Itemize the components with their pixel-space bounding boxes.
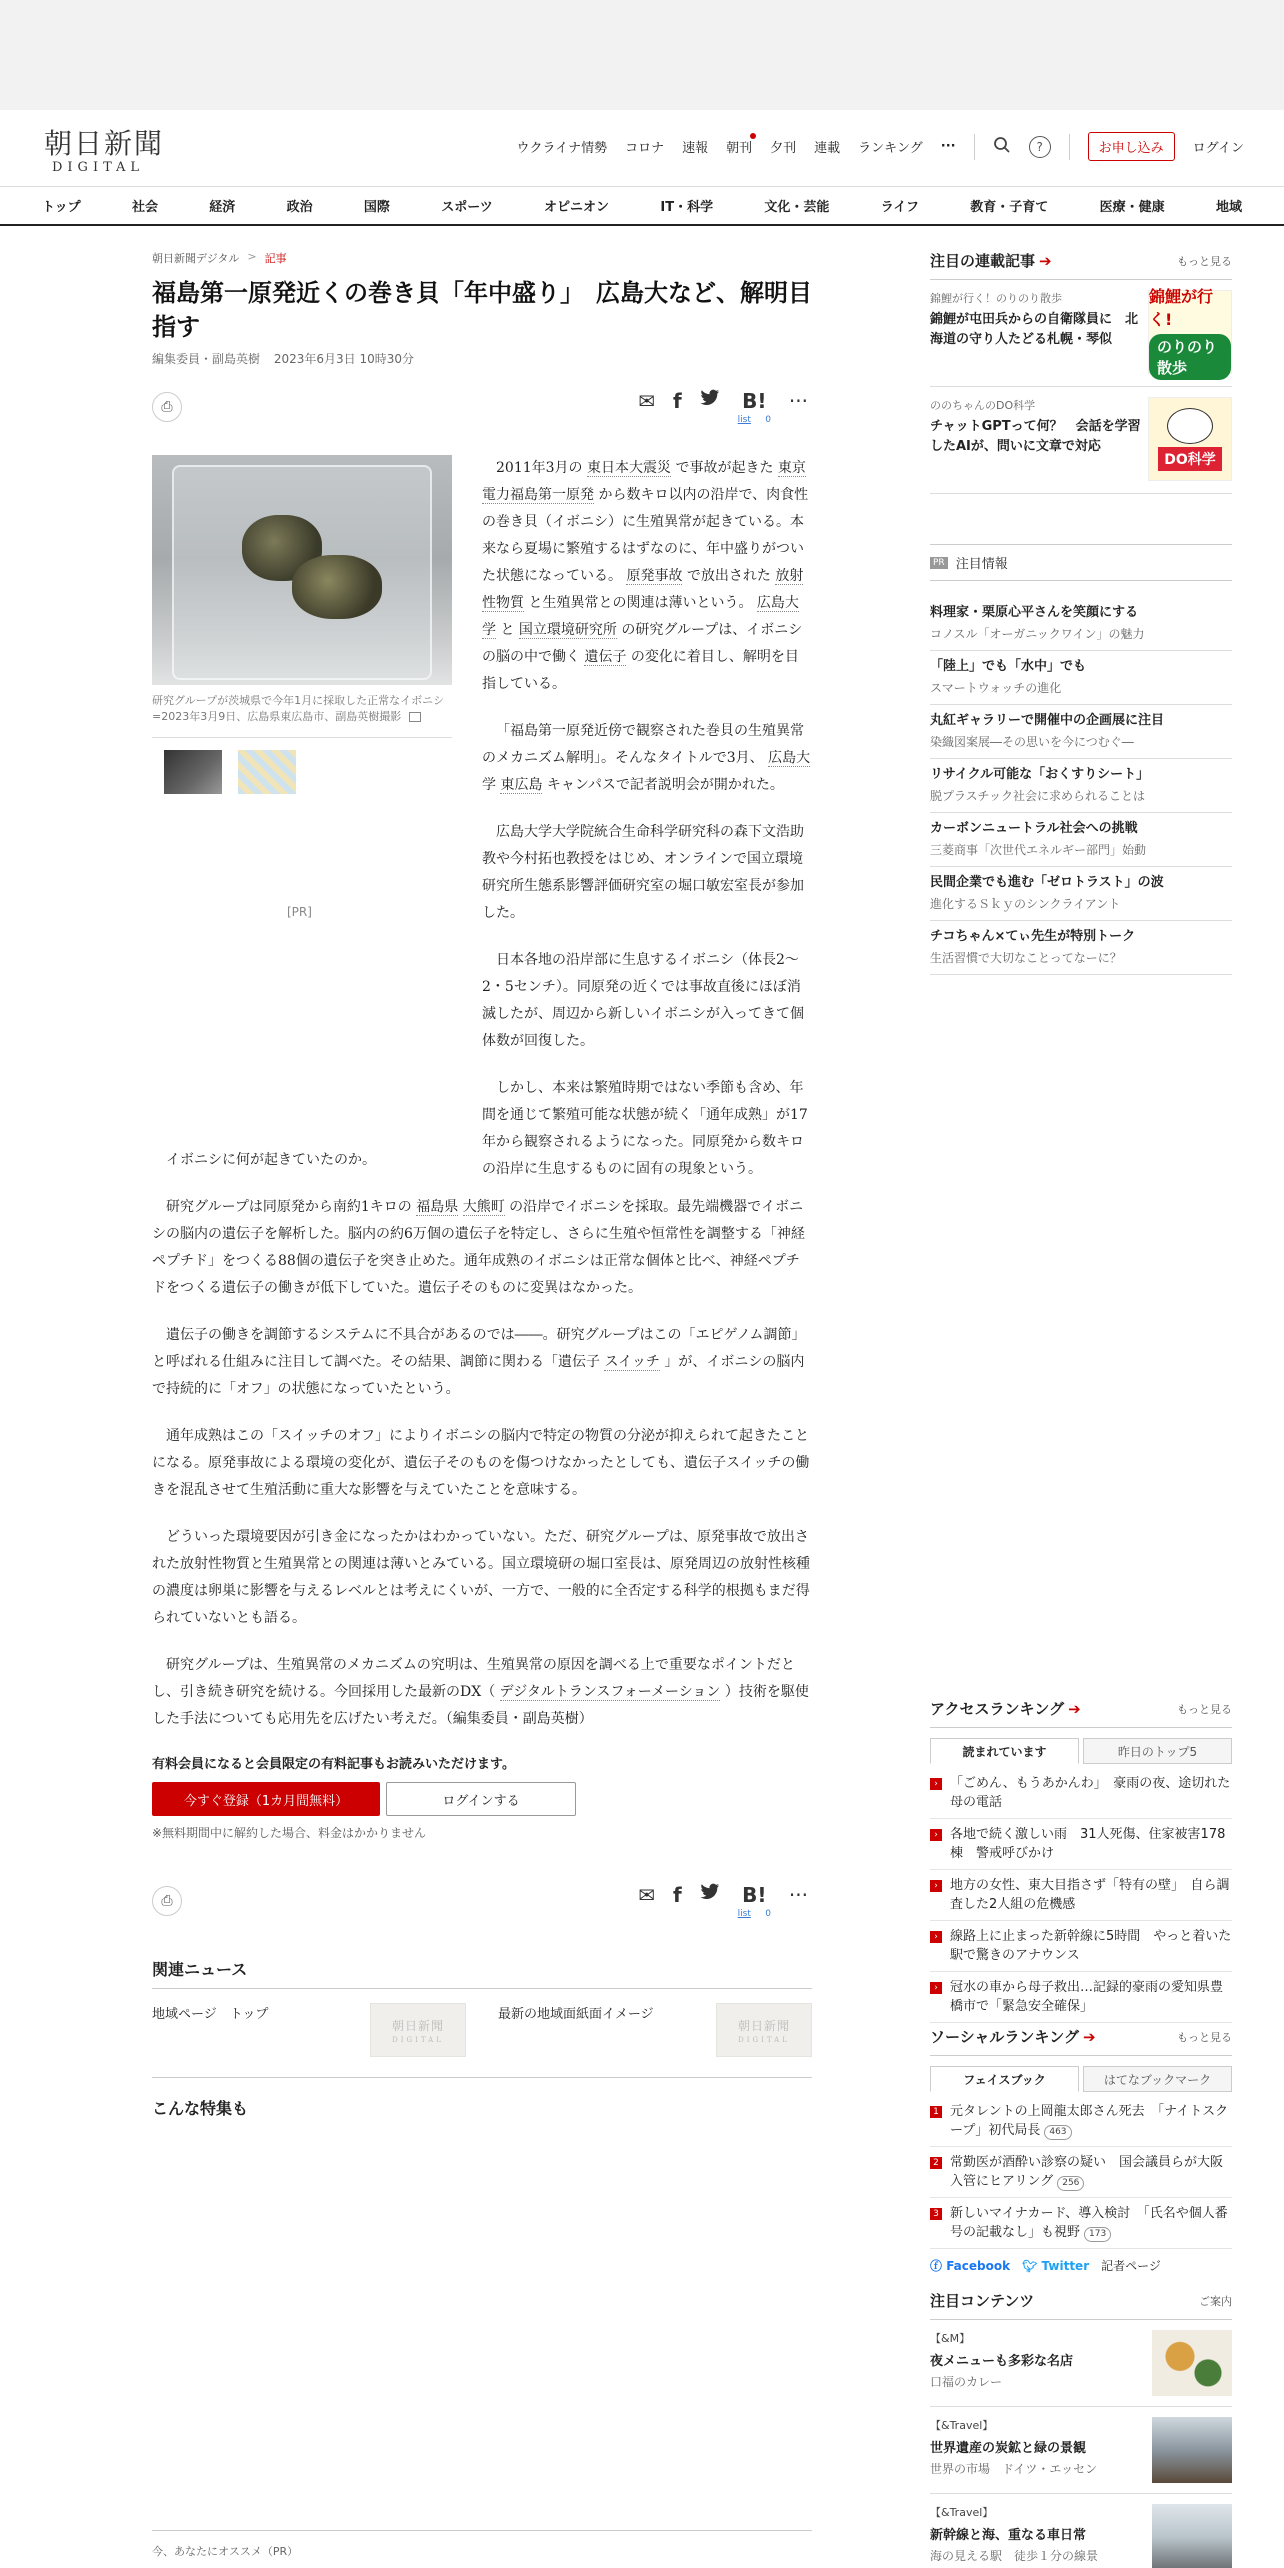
share-count: 463	[1044, 2125, 1071, 2140]
paragraph-4: 日本各地の沿岸部に生息するイボニシ（体長2～2・5センチ）。同原発の近くでは事故直後にほぼ消滅したが、周辺から新しいイボニシが入ってきて個体数が回復した。	[482, 952, 804, 1049]
hatena-count: 0	[765, 1909, 771, 1919]
author[interactable]: 編集委員・副島英樹	[152, 352, 261, 366]
pr-item[interactable]	[930, 597, 1232, 651]
featured-header	[930, 2290, 1232, 2320]
paywall	[152, 1753, 812, 1841]
media-column	[152, 455, 452, 794]
category-education[interactable]: 教育・子育て	[970, 200, 1049, 215]
text: 」が、イボニシの脳内で持続的に「オフ」の状態になっていたという。	[152, 1354, 805, 1397]
social-ranking-list	[930, 2096, 1232, 2249]
login-button[interactable]: ログインする	[386, 1782, 576, 1816]
share-icons	[638, 1883, 808, 1919]
featured-tag: 【&Travel】	[930, 2506, 994, 2519]
hatena-list-link[interactable]	[738, 415, 771, 425]
ranking-title: 「ごめん、もうあかんわ」 豪雨の夜、途切れた母の電話	[950, 1776, 1231, 1810]
reporter-page-link[interactable]: 記者ページ	[1101, 2259, 1161, 2273]
mail-icon[interactable]: ✉	[638, 389, 655, 413]
text: と	[500, 622, 515, 638]
keyword-link[interactable]: 福島県	[416, 1199, 459, 1215]
paywall-message: 有料会員になると会員限定の有料記事もお読みいただけます。	[152, 1757, 515, 1772]
category-culture[interactable]: 文化・芸能	[764, 200, 830, 215]
tab-yesterday-top5[interactable]: 昨日のトップ5	[1083, 1738, 1232, 1764]
tab-hatena[interactable]: はてなブックマーク	[1083, 2066, 1232, 2092]
featured-title: 新幹線と海、重なる車日常	[930, 2528, 1087, 2543]
text: と生殖異常との関連は薄いという。	[528, 595, 753, 611]
related-item-title: 地域ページ トップ	[152, 2007, 269, 2022]
arrow-right-icon: ➔	[1039, 252, 1052, 270]
featured-series	[930, 250, 1232, 494]
pr-sub: コノスル「オーガニックワイン」の魅力	[930, 627, 1145, 641]
photo-expand-icon[interactable]	[409, 712, 421, 722]
ranking-text	[950, 2102, 1232, 2140]
arrow-right-icon: ➔	[1068, 1700, 1081, 1718]
ranking-item[interactable]	[930, 1768, 1232, 1819]
photo-thumbnails	[152, 737, 452, 794]
more-menu-icon[interactable]: ···	[940, 139, 956, 154]
series-heading[interactable]	[930, 250, 1052, 271]
thumb-text: 錦鯉が行く!	[1149, 287, 1214, 329]
pr-item[interactable]	[930, 921, 1232, 975]
pr-title: 民間企業でも進む「ゼロトラスト」の波	[930, 875, 1164, 890]
hatena-list-link[interactable]	[738, 1909, 771, 1919]
access-ranking	[930, 1698, 1232, 2023]
category-life[interactable]: ライフ	[880, 200, 919, 215]
text: から数キロ以内の沿岸で、肉食性の巻き貝（イボニシ）に生殖異常が起きている。本来なら夏場に繁殖するはずなのに、年中盛りがついた状態になっている。	[482, 487, 809, 584]
category-top[interactable]: トップ	[42, 200, 81, 215]
publish-date: 2023年6月3日 10時30分	[273, 352, 415, 366]
social-ranking-more-link[interactable]: もっと見る	[1177, 2030, 1232, 2044]
photo-caption-text: 研究グループが茨城県で今年1月に採取した正常なイボニシ=2023年3月9日、広島県東広島市、副島英樹撮影	[152, 694, 445, 723]
featured-text	[930, 2417, 1097, 2483]
social-ranking-heading-label: ソーシャルランキング	[930, 2028, 1079, 2046]
twitter-icon: 🐦︎	[1022, 2258, 1042, 2273]
series-title: チャットGPTって何？ 会話を学習したAIが、問いに文章で対応	[930, 419, 1141, 454]
breadcrumb	[152, 250, 812, 266]
pr-badge: PR	[930, 557, 948, 569]
pr-title: 「陸上」でも「水中」でも	[930, 659, 1087, 674]
series-label: ののちゃんのDO科学	[930, 399, 1036, 412]
breadcrumb-home[interactable]: 朝日新聞デジタル	[152, 252, 240, 265]
pr-sub: 染織図案展―その思いを今につむぐ―	[930, 735, 1134, 749]
paragraph-5-start: しかし、本来は繁殖時期ではない季節も含め、年間を通じて繁殖可能な状態が続く「通年成熟」が17年から観察されるようになった。同原発から数キロの沿岸に生息するものに固有の現象という。	[482, 1080, 808, 1177]
access-ranking-header	[930, 1698, 1232, 1728]
nav-morning-label: 朝刊	[726, 141, 753, 156]
related-thumbnail	[716, 2003, 812, 2057]
pr-list	[930, 597, 1232, 975]
related-thumbnail	[370, 2003, 466, 2057]
ranking-title: 新しいマイナカード、導入検討 「氏名や個人番号の記載なし」も視野	[950, 2206, 1228, 2240]
featured-content	[930, 2290, 1232, 2568]
social-ranking-tabs	[930, 2066, 1232, 2092]
social-ranking	[930, 2026, 1232, 2274]
site-header	[0, 110, 1284, 182]
text: 「福島第一原発近傍で観察された巻貝の生殖異常のメカニズム解明」。そんなタイトルで3月、	[482, 723, 804, 766]
featured-heading: 注目コンテンツ	[930, 2292, 1035, 2310]
nav-divider	[1069, 134, 1070, 160]
category-society[interactable]: 社会	[131, 200, 158, 215]
featured-tag: 【&M】	[930, 2332, 971, 2345]
ranking-text	[950, 2153, 1232, 2191]
rank-number: 3	[930, 2208, 942, 2220]
search-icon[interactable]	[993, 136, 1011, 158]
register-button[interactable]: 今すぐ登録（1カ月間無料）	[152, 1782, 380, 1816]
tab-most-read[interactable]: 読まれています	[930, 1738, 1079, 1764]
more-share-icon[interactable]: ···	[788, 1883, 808, 1907]
pr-sub: 脱プラスチック社会に求められることは	[930, 789, 1146, 803]
placeholder-logo-main: 朝日新聞	[391, 2018, 444, 2033]
pr-item[interactable]	[930, 867, 1232, 921]
related-item[interactable]	[152, 2003, 466, 2057]
article-body-full	[152, 1147, 812, 2119]
pr-item[interactable]	[930, 759, 1232, 813]
ranking-item[interactable]	[930, 2198, 1232, 2249]
pr-title: 丸紅ギャラリーで開催中の企画展に注目	[930, 713, 1165, 728]
new-dot-icon	[750, 133, 756, 139]
keyword-link[interactable]: 東日本大震災	[587, 460, 671, 476]
featured-sub: 口福のカレー	[930, 2375, 1003, 2389]
featured-text	[930, 2504, 1098, 2568]
hatena-list-label: list	[737, 415, 751, 425]
series-thumbnail	[1148, 287, 1232, 377]
twitter-link-label: Twitter	[1041, 2258, 1090, 2273]
social-ranking-heading[interactable]	[930, 2026, 1096, 2047]
pr-sub: 生活習慣で大切なことってなーに？	[930, 951, 1122, 965]
category-opinion[interactable]: オピニオン	[544, 200, 610, 215]
pr-item[interactable]	[930, 651, 1232, 705]
pr-title: リサイクル可能な「おくすりシート」	[930, 767, 1150, 782]
ranking-title: 常勤医が酒酔い診察の疑い 国会議員らが大阪入管にヒアリング	[950, 2155, 1224, 2189]
category-politics[interactable]: 政治	[286, 200, 313, 215]
series-more-link[interactable]: もっと見る	[1177, 254, 1232, 268]
rank-marker-icon: ›	[930, 1829, 942, 1841]
paragraph-2	[482, 718, 812, 799]
series-title: 錦鯉が屯田兵からの自衛隊員に 北海道の守り人たどる札幌・琴似	[930, 312, 1139, 347]
features-heading: こんな特集も	[152, 2099, 249, 2118]
pr-title: カーボンニュートラル社会への挑戦	[930, 821, 1138, 836]
access-ranking-heading-label: アクセスランキング	[930, 1700, 1065, 1718]
share-toolbar-bottom	[152, 1881, 812, 1921]
article	[152, 250, 812, 2558]
ranking-title: 元タレントの上岡龍太郎さん死去 「ナイトスクープ」初代局長	[950, 2104, 1229, 2138]
keyword-link[interactable]: 東広島	[500, 777, 543, 793]
nav-ranking[interactable]: ランキング	[858, 141, 923, 156]
access-ranking-heading[interactable]	[930, 1698, 1081, 1719]
access-ranking-tabs	[930, 1738, 1232, 1764]
snail-shell-shape	[292, 555, 382, 619]
ranking-title: 線路上に止まった新幹線に5時間 やっと着いた駅で驚きのアナウンス	[950, 1929, 1232, 1963]
share-count: 173	[1084, 2227, 1111, 2242]
arrow-right-icon: ➔	[1082, 2028, 1096, 2046]
facebook-icon[interactable]: f	[672, 389, 682, 413]
top-nav	[516, 132, 1244, 161]
pr-section	[930, 544, 1232, 975]
text: 研究グループは、生殖異常のメカニズムの究明は、生殖異常の原因を調べる上で重要なポイントだとし、引き続き研究を続ける。今回採用した最新のDX（	[152, 1657, 795, 1700]
text: で事故が起きた	[675, 460, 774, 476]
facebook-icon[interactable]: f	[672, 1883, 682, 1907]
social-links	[930, 2257, 1232, 2274]
advertisement-banner	[0, 0, 1284, 110]
keyword-link[interactable]: 放射性物質	[482, 568, 804, 611]
pr-item[interactable]	[930, 705, 1232, 759]
rank-marker-icon: ›	[930, 1982, 942, 1994]
nav-breaking[interactable]: 速報	[682, 141, 709, 156]
text: ）技術を駆使した手法についても応用先を広げたい考えだ。（編集委員・副島英樹）	[152, 1684, 809, 1727]
featured-thumbnail	[1152, 2504, 1232, 2568]
byline	[152, 350, 812, 367]
nav-morning-edition[interactable]	[726, 137, 752, 156]
access-ranking-more-link[interactable]: もっと見る	[1177, 1702, 1232, 1716]
related-list	[152, 2003, 812, 2057]
category-sports[interactable]: スポーツ	[441, 200, 493, 215]
thumb-pill: DO科学	[1158, 447, 1222, 471]
hatena-bookmark-icon[interactable]: B! list 0	[737, 389, 771, 425]
featured-text	[930, 2330, 1073, 2396]
ranking-text	[950, 2204, 1232, 2242]
text: 2011年3月の	[496, 460, 583, 476]
pr-sub: 進化するＳｋｙのシンクライアント	[930, 897, 1121, 911]
nav-ukraine[interactable]: ウクライナ情勢	[516, 141, 608, 156]
category-health[interactable]: 医療・健康	[1099, 200, 1165, 215]
hatena-list-label: list	[737, 1909, 751, 1919]
pr-label: [PR]	[287, 905, 312, 919]
hatena-count: 0	[765, 415, 771, 425]
ranking-item[interactable]	[930, 1819, 1232, 1870]
nav-divider	[974, 134, 975, 160]
category-economy[interactable]: 経済	[209, 200, 236, 215]
ranking-item[interactable]	[930, 2147, 1232, 2198]
nav-corona[interactable]: コロナ	[625, 141, 665, 156]
nav-series[interactable]: 連載	[814, 141, 841, 156]
ranking-item[interactable]	[930, 2096, 1232, 2147]
paragraph-3: 広島大学大学院統合生命科学研究科の森下文浩助教や今村拓也教授をはじめ、オンラインで国立環境研究所生態系影響評価研究室の堀口敏宏室長が参加した。	[482, 824, 804, 921]
series-item-text	[930, 290, 1142, 374]
print-icon[interactable]: ⎙	[152, 1886, 182, 1916]
site-logo[interactable]	[44, 122, 164, 175]
login-link[interactable]: ログイン	[1192, 141, 1244, 156]
facebook-link[interactable]	[930, 2257, 1010, 2274]
cartoon-face-icon	[1167, 408, 1213, 444]
more-share-icon[interactable]: ···	[788, 389, 808, 413]
category-it-science[interactable]: IT・科学	[660, 200, 714, 215]
pr-item[interactable]	[930, 813, 1232, 867]
article-title: 福島第一原発近くの巻き貝「年中盛り」 広島大など、解明目指す	[152, 279, 812, 341]
related-heading: 関連ニュース	[152, 1957, 812, 1989]
category-international[interactable]: 国際	[363, 200, 390, 215]
featured-guide-link[interactable]: ご案内	[1199, 2294, 1232, 2308]
paywall-buttons	[152, 1782, 812, 1816]
rank-marker-icon: ›	[930, 1778, 942, 1790]
series-item[interactable]	[930, 280, 1232, 387]
rank-number: 2	[930, 2157, 942, 2169]
rank-marker-icon: ›	[930, 1880, 942, 1892]
mail-icon[interactable]: ✉	[638, 1883, 655, 1907]
pr-title: チコちゃん×てぃ先生が特別トーク	[930, 929, 1136, 944]
paragraph-10: どういった環境要因が引き金になったかはわかっていない。ただ、研究グループは、原発事故で放出された放射性物質と生殖異常との関連は薄いとみている。国立環境研の堀口室長は、原発周辺の放射性核種の濃度は卵巣に影響を与えるレベルとは考えにくいが、一方で、一般的に全否定する科学的根拠もまだ得られていないとも語る。	[152, 1529, 810, 1626]
placeholder-logo-main: 朝日新聞	[737, 2018, 790, 2033]
category-region[interactable]: 地域	[1215, 200, 1242, 215]
series-item-text	[930, 397, 1142, 481]
paragraph-9: 通年成熟はこの「スイッチのオフ」によりイボニシの脳内で特定の物質の分泌が抑えられて起きたことになる。原発事故による環境の変化が、遺伝子そのものを傷つけなかったとしても、遺伝子スイッチの働きを混乱させて生殖活動に重大な影響を与えていたことを意味する。	[152, 1428, 810, 1498]
ranking-item[interactable]	[930, 1870, 1232, 1921]
paragraph-1	[482, 455, 812, 698]
series-header	[930, 250, 1232, 280]
keyword-link[interactable]: 遺伝子	[584, 649, 627, 665]
ranking-title: 冠水の車から母子救出…記録的豪雨の愛知県豊橋市で「緊急安全確保」	[950, 1980, 1224, 2014]
ranking-item[interactable]	[930, 1972, 1232, 2023]
sidebar	[930, 250, 1232, 2563]
twitter-icon[interactable]	[700, 389, 720, 407]
featured-item[interactable]	[930, 2320, 1232, 2407]
pr-header	[930, 544, 1232, 581]
subscribe-button[interactable]: お申し込み	[1088, 132, 1175, 161]
thumbnail-press-briefing[interactable]	[164, 750, 222, 794]
series-heading-label: 注目の連載記事	[930, 252, 1036, 270]
pr-heading: 注目情報	[955, 557, 1008, 572]
text: 研究グループは同原発から南約1キロの	[166, 1199, 412, 1215]
pr-sub: 三菱商事「次世代エネルギー部門」始動	[930, 843, 1147, 857]
featured-title: 世界遺産の炭鉱と緑の景観	[930, 2441, 1087, 2456]
featured-thumbnail	[1152, 2417, 1232, 2483]
paragraph-6: イボニシに何が起きていたのか。	[166, 1152, 376, 1168]
placeholder-logo-sub: DIGITAL	[738, 2035, 790, 2044]
pr-sub: スマートウォッチの進化	[930, 681, 1062, 695]
facebook-link-label: Facebook	[946, 2259, 1011, 2273]
social-ranking-header	[930, 2026, 1232, 2056]
featured-sub: 海の見える駅 徒歩１分の線景	[930, 2549, 1099, 2563]
featured-tag: 【&Travel】	[930, 2419, 994, 2432]
paragraph-7	[152, 1194, 812, 1302]
featured-title: 夜メニューも多彩な名店	[930, 2354, 1074, 2369]
photo-caption	[152, 693, 452, 725]
paywall-note: ※無料期間中に解約した場合、料金はかかりません	[152, 1826, 427, 1840]
keyword-link[interactable]: 大熊町	[462, 1199, 505, 1215]
related-item-title: 最新の地域面紙面イメージ	[498, 2007, 654, 2022]
text: キャンパスで記者説明会が開かれた。	[546, 777, 784, 793]
thumbnail-map[interactable]	[238, 750, 296, 794]
keyword-link[interactable]: 東京電力福島第一原発	[482, 460, 806, 503]
featured-sub: 世界の市場 ドイツ・エッセン	[930, 2462, 1098, 2476]
pr-title: 料理家・栗原心平さんを笑顔にする	[930, 605, 1139, 620]
share-icons	[638, 389, 808, 425]
help-icon[interactable]: ?	[1029, 136, 1051, 158]
series-thumbnail	[1148, 397, 1232, 481]
facebook-icon: ⓕ	[930, 2259, 947, 2273]
rank-marker-icon: ›	[930, 1931, 942, 1943]
share-toolbar-top	[152, 387, 812, 427]
ranking-title: 地方の女性、東大目指さず「特有の壁」 自ら調査した2人組の危機感	[950, 1878, 1230, 1912]
breadcrumb-current[interactable]: 記事	[264, 252, 287, 265]
category-nav	[0, 186, 1284, 226]
keyword-link[interactable]: 広島大	[768, 750, 811, 766]
twitter-link[interactable]	[1022, 2259, 1089, 2273]
twitter-icon[interactable]	[700, 1883, 720, 1901]
related-item[interactable]	[498, 2003, 812, 2057]
keyword-link[interactable]: 国立環境研究所	[518, 622, 617, 638]
series-item[interactable]	[930, 387, 1232, 494]
keyword-link[interactable]: 原発事故	[626, 568, 683, 584]
featured-item[interactable]	[930, 2494, 1232, 2568]
text: の研究グループは、イボニシの脳の中で働く	[482, 622, 803, 665]
nav-evening-edition[interactable]: 夕刊	[770, 141, 797, 156]
logo-main: 朝日新聞	[44, 127, 165, 160]
recommend-label: 今、あなたにオススメ（PR）	[152, 2530, 812, 2559]
breadcrumb-separator: >	[247, 250, 257, 263]
main-photo[interactable]	[152, 455, 452, 685]
hatena-bookmark-icon[interactable]: B! list 0	[737, 1883, 771, 1919]
print-icon[interactable]: ⎙	[152, 392, 182, 422]
paragraph-11	[152, 1652, 812, 1733]
text: の変化に着目し、解明を目指している。	[482, 649, 799, 692]
text: 学	[482, 777, 496, 793]
related-news	[152, 1957, 812, 2078]
featured-thumbnail	[1152, 2330, 1232, 2396]
logo-sub: DIGITAL	[52, 160, 145, 175]
share-count: 256	[1057, 2176, 1084, 2191]
text: の沿岸でイボニシを採取。最先端機器でイボニシの脳内の遺伝子を解析した。脳内の約6万個の遺伝子を特定し、さらに生殖や恒常性を調整する「神経ペプチド」をつくる88個の遺伝子を突き止めた。通年成熟のイボニシは正常な個体と比べ、神経ペプチドをつくる遺伝子の働きが低下していた。遺伝子そのものに変異はなかった。	[152, 1199, 805, 1296]
featured-item[interactable]	[930, 2407, 1232, 2494]
ranking-item[interactable]	[930, 1921, 1232, 1972]
series-label: 錦鯉が行く！のりのり散歩	[930, 292, 1062, 305]
rank-number: 1	[930, 2106, 942, 2118]
keyword-link[interactable]: 広島大学	[482, 595, 799, 638]
keyword-link[interactable]: デジタルトランスフォーメーション	[499, 1684, 721, 1700]
text: 遺伝子の働きを調節するシステムに不具合があるのでは――。研究グループはこの「エピゲノム調節」と呼ばれる仕組みに注目して調べた。その結果、調節に関わる「遺伝子	[152, 1327, 806, 1370]
article-body-top	[482, 455, 812, 1203]
ranking-title: 各地で続く激しい雨 31人死傷、住家被害178棟 警戒呼びかけ	[950, 1827, 1226, 1861]
text: で放出された	[686, 568, 771, 584]
tab-facebook[interactable]: フェイスブック	[930, 2066, 1079, 2092]
keyword-link[interactable]: スイッチ	[604, 1354, 660, 1370]
placeholder-logo-sub: DIGITAL	[392, 2035, 444, 2044]
thumb-pill: のりのり散歩	[1149, 334, 1231, 380]
access-ranking-list	[930, 1768, 1232, 2023]
paragraph-8	[152, 1322, 812, 1403]
